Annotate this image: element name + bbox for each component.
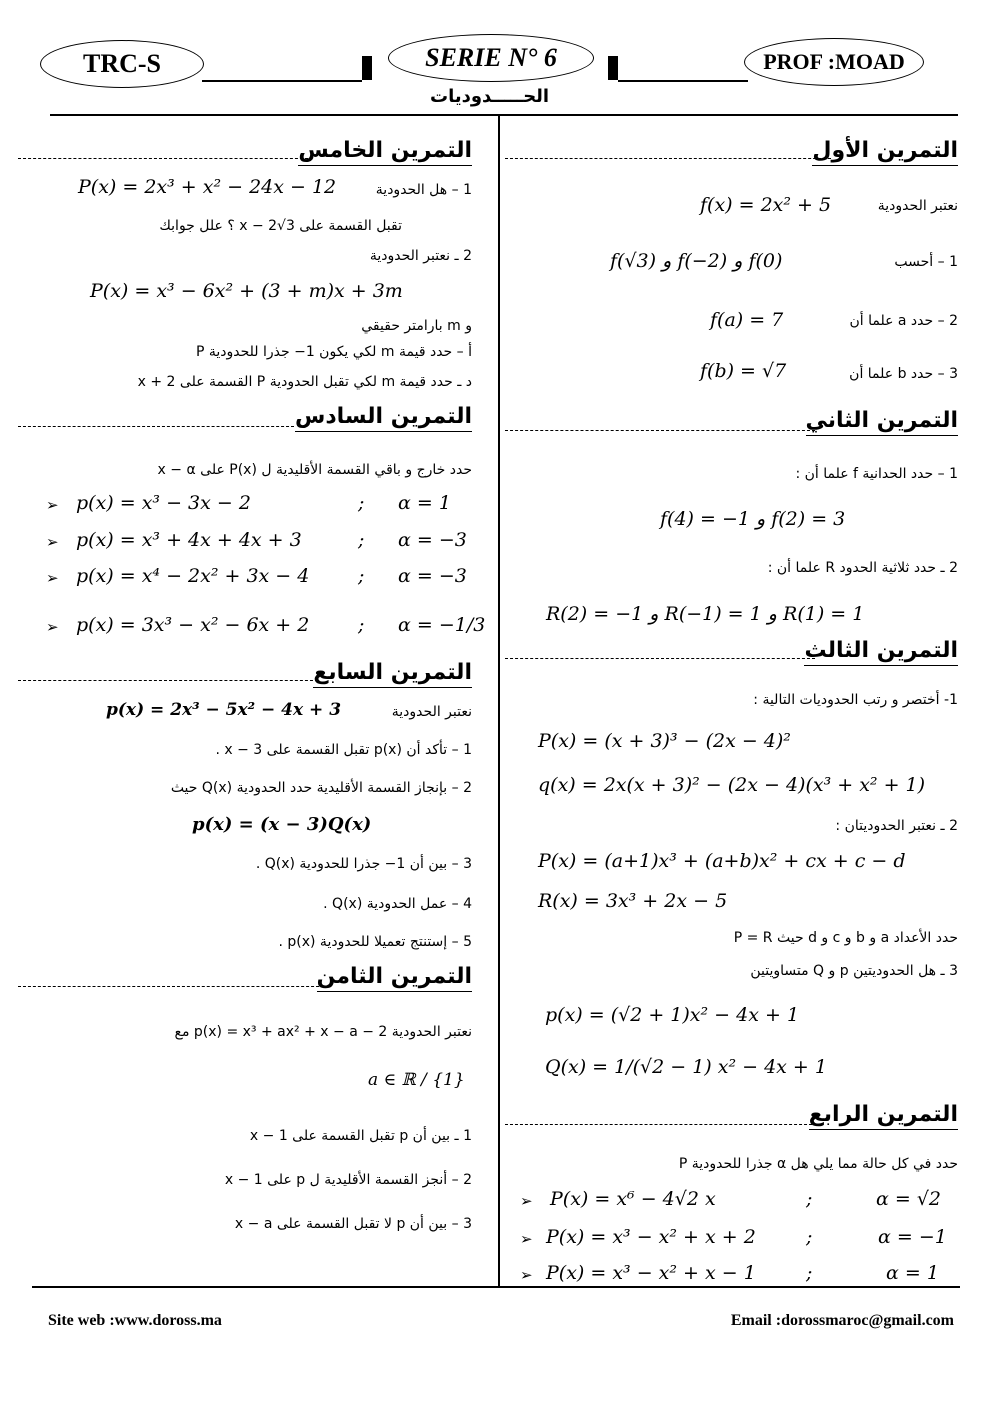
header-rule (50, 114, 958, 116)
footer-rule (32, 1286, 960, 1288)
ex3-q-def: q(x) = 2x(x + 3)² − (2x − 4)(x³ + x² + 1) (538, 774, 926, 796)
ex4-alpha-1: α = √2 (876, 1188, 942, 1210)
ex3-P2-def: P(x) = (a+1)x³ + (a+b)x² + cx + c − d (538, 850, 906, 872)
ex5-q1-math: P(x) = 2x³ + x² − 24x − 12 (78, 176, 337, 198)
ex7-q2-math: p(x) = (x − 3)Q(x) (192, 814, 372, 835)
header-line-right (618, 80, 748, 82)
ex4-poly-1: P(x) = x⁶ − 4√2 x (550, 1188, 716, 1210)
ex8-intro: نعتبر الحدودية p(x) = x³ + ax² + x − a − 2 مع (174, 1024, 472, 1040)
ex6-poly-3: p(x) = x⁴ − 2x² + 3x − 4 (76, 565, 310, 587)
ex6-sep-2: ; (358, 529, 365, 551)
ex7-q1: 1 – تأكد أن p(x) تقبل القسمة على x − 3 . (215, 742, 472, 758)
ex4-sep-1: ; (806, 1188, 813, 1210)
ex1-q1-math: f(√3) و f(−2) و f(0) (610, 250, 783, 272)
ex4-poly-2: P(x) = x³ − x² + x + 2 (546, 1226, 756, 1248)
ex1-q1-label: 1 – أحسب (894, 254, 958, 270)
ex6-alpha-2: α = −3 (398, 529, 467, 551)
ex7-dash (18, 680, 318, 681)
ex6-poly-2: p(x) = x³ + 4x + 4x + 3 (76, 529, 302, 551)
ex2-dash (505, 430, 815, 431)
ex7-q5: 5 – إستنتج تعميلا للحدودية p(x) . (278, 934, 472, 950)
ex5-q2-param: و m بارامتر حقيقي (361, 318, 472, 334)
ex6-poly-1: p(x) = x³ − 3x − 2 (76, 492, 251, 514)
header-bar-left (362, 56, 372, 80)
page-subtitle: الحـــــدوديات (430, 86, 550, 107)
ex3-p3-def: p(x) = (√2 + 1)x² − 4x + 1 (545, 1004, 800, 1026)
class-badge (40, 40, 204, 88)
ex6-alpha-3: α = −3 (398, 565, 467, 587)
ex8-q3: 3 – بين أن p لا تقبل القسمة على x − a (234, 1216, 472, 1232)
ex4-sep-2: ; (806, 1226, 813, 1248)
ex3-q2-label: 2 ـ نعتبر الحدوديتان : (835, 818, 958, 834)
author-badge (744, 38, 924, 86)
ex6-bullet-1: ➢ (46, 496, 59, 514)
ex7-q3: 3 – بين أن 1− جذرا للحدودية Q(x) . (255, 856, 472, 872)
ex6-bullet-2: ➢ (46, 533, 59, 551)
ex4-sep-3: ; (806, 1262, 813, 1284)
ex5-q1-label: 1 – هل الحدودية (375, 182, 472, 198)
class-label: TRC-S (82, 49, 161, 78)
ex6-dash (18, 426, 294, 427)
footer-site[interactable]: Site web :www.doross.ma (48, 1312, 222, 1329)
ex2-q1-math: f(4) = −1 و f(2) = 3 (660, 508, 846, 530)
header-line-left (202, 80, 362, 82)
ex1-q3-label: 3 – حدد b علما أن (849, 366, 958, 382)
ex8-title: التمرين الثامن (317, 964, 472, 989)
ex6-intro: حدد خارج و باقي القسمة الأقليدية ل P(x) على x − α (157, 462, 472, 478)
ex8-dash (18, 986, 324, 987)
ex6-alpha-4: α = −1/3 (398, 614, 486, 636)
ex6-sep-3: ; (358, 565, 365, 587)
author-label: PROF :MOAD (763, 49, 905, 74)
ex7-q4: 4 – عمل الحدودية Q(x) . (323, 896, 472, 912)
ex4-bullet-3: ➢ (520, 1266, 533, 1284)
ex5-title: التمرين الخامس (298, 138, 472, 163)
ex5-q2a: أ – حدد قيمة m لكي يكون 1− جذرا للحدودية P (195, 344, 472, 360)
ex6-sep-1: ; (358, 492, 365, 514)
ex5-q1-cont: تقبل القسمة على x − 2√3 ؟ علل جوابك (159, 218, 402, 234)
ex5-q2-label: 2 ـ نعتبر الحدودية (369, 248, 472, 264)
ex2-title: التمرين الثاني (806, 408, 959, 433)
ex5-q2-math: P(x) = x³ − 6x² + (3 + m)x + 3m (90, 280, 403, 302)
ex3-q1-label: 1- أختصر و رتب الحدوديات التالية : (753, 692, 958, 708)
ex4-intro: حدد في كل حالة مما يلي هل α جذرا للحدودية P (678, 1156, 958, 1172)
ex4-title: التمرين الرابع (809, 1102, 958, 1127)
ex6-alpha-1: α = 1 (398, 492, 451, 514)
ex3-Q3-def: Q(x) = 1/(√2 − 1) x² − 4x + 1 (545, 1056, 827, 1078)
ex3-q2-task: حدد الأعداد a و b و c و d حيث P = R (733, 930, 958, 946)
ex4-alpha-3: α = 1 (886, 1262, 939, 1284)
ex6-title: التمرين السادس (295, 404, 472, 429)
ex5-q2b: د ـ حدد قيمة m لكي تقبل الحدودية P القسمة على x + 2 (137, 374, 472, 390)
ex8-q2: 2 – أنجز القسمة الأقليدية ل p على x − 1 (224, 1172, 472, 1188)
ex8-q1: 1 ـ بين أن p تقبل القسمة على x − 1 (249, 1128, 472, 1144)
ex8-cond: a ∈ ℝ / {1} (368, 1070, 465, 1090)
ex6-poly-4: p(x) = 3x³ − x² − 6x + 2 (76, 614, 310, 636)
ex4-poly-3: P(x) = x³ − x² + x − 1 (546, 1262, 756, 1284)
ex1-q2-label: 2 – حدد a علما أن (849, 313, 958, 329)
ex1-q3-math: f(b) = √7 (700, 360, 787, 382)
ex1-title: التمرين الأول (812, 138, 958, 163)
ex2-q2-math: R(2) = −1 و R(−1) = 1 و R(1) = 1 (546, 603, 865, 625)
ex3-R-def: R(x) = 3x³ + 2x − 5 (538, 890, 728, 912)
series-badge (388, 34, 594, 82)
ex4-alpha-2: α = −1 (878, 1226, 947, 1248)
ex1-dash (505, 158, 831, 159)
series-label: SERIE N° 6 (425, 43, 557, 72)
header-bar-right (608, 56, 618, 80)
ex7-q2: 2 – بإنجاز القسمة الأقليدية حدد الحدودية Q(x) حيث (170, 780, 472, 796)
ex5-dash (18, 158, 308, 159)
ex2-q2-label: 2 ـ حدد ثلاثية الحدود R علما أن : (767, 560, 958, 576)
ex4-dash (505, 1124, 817, 1125)
footer-email[interactable]: Email :dorossmaroc@gmail.com (730, 1312, 954, 1329)
ex7-title: التمرين السابع (313, 660, 472, 685)
column-divider (498, 116, 500, 1286)
ex3-dash (505, 658, 815, 659)
ex4-bullet-2: ➢ (520, 1230, 533, 1248)
ex7-intro: نعتبر الحدودية (391, 704, 472, 720)
ex3-p-def: P(x) = (x + 3)³ − (2x − 4)² (538, 730, 791, 752)
ex6-bullet-3: ➢ (46, 569, 59, 587)
ex3-q3-label: 3 ـ هل الحدوديتين p و Q متساويتين (750, 963, 958, 979)
ex1-q2-math: f(a) = 7 (710, 309, 784, 331)
ex2-q1-label: 1 – حدد الحدانية f علما أن : (795, 466, 958, 482)
ex7-p-def: p(x) = 2x³ − 5x² − 4x + 3 (106, 700, 342, 720)
ex6-sep-4: ; (358, 614, 365, 636)
ex3-title: التمرين الثالث (804, 638, 958, 663)
ex4-bullet-1: ➢ (520, 1192, 533, 1210)
ex6-bullet-4: ➢ (46, 618, 59, 636)
ex1-intro: نعتبر الحدودية (877, 198, 958, 214)
ex1-f-def: f(x) = 2x² + 5 (700, 194, 832, 216)
